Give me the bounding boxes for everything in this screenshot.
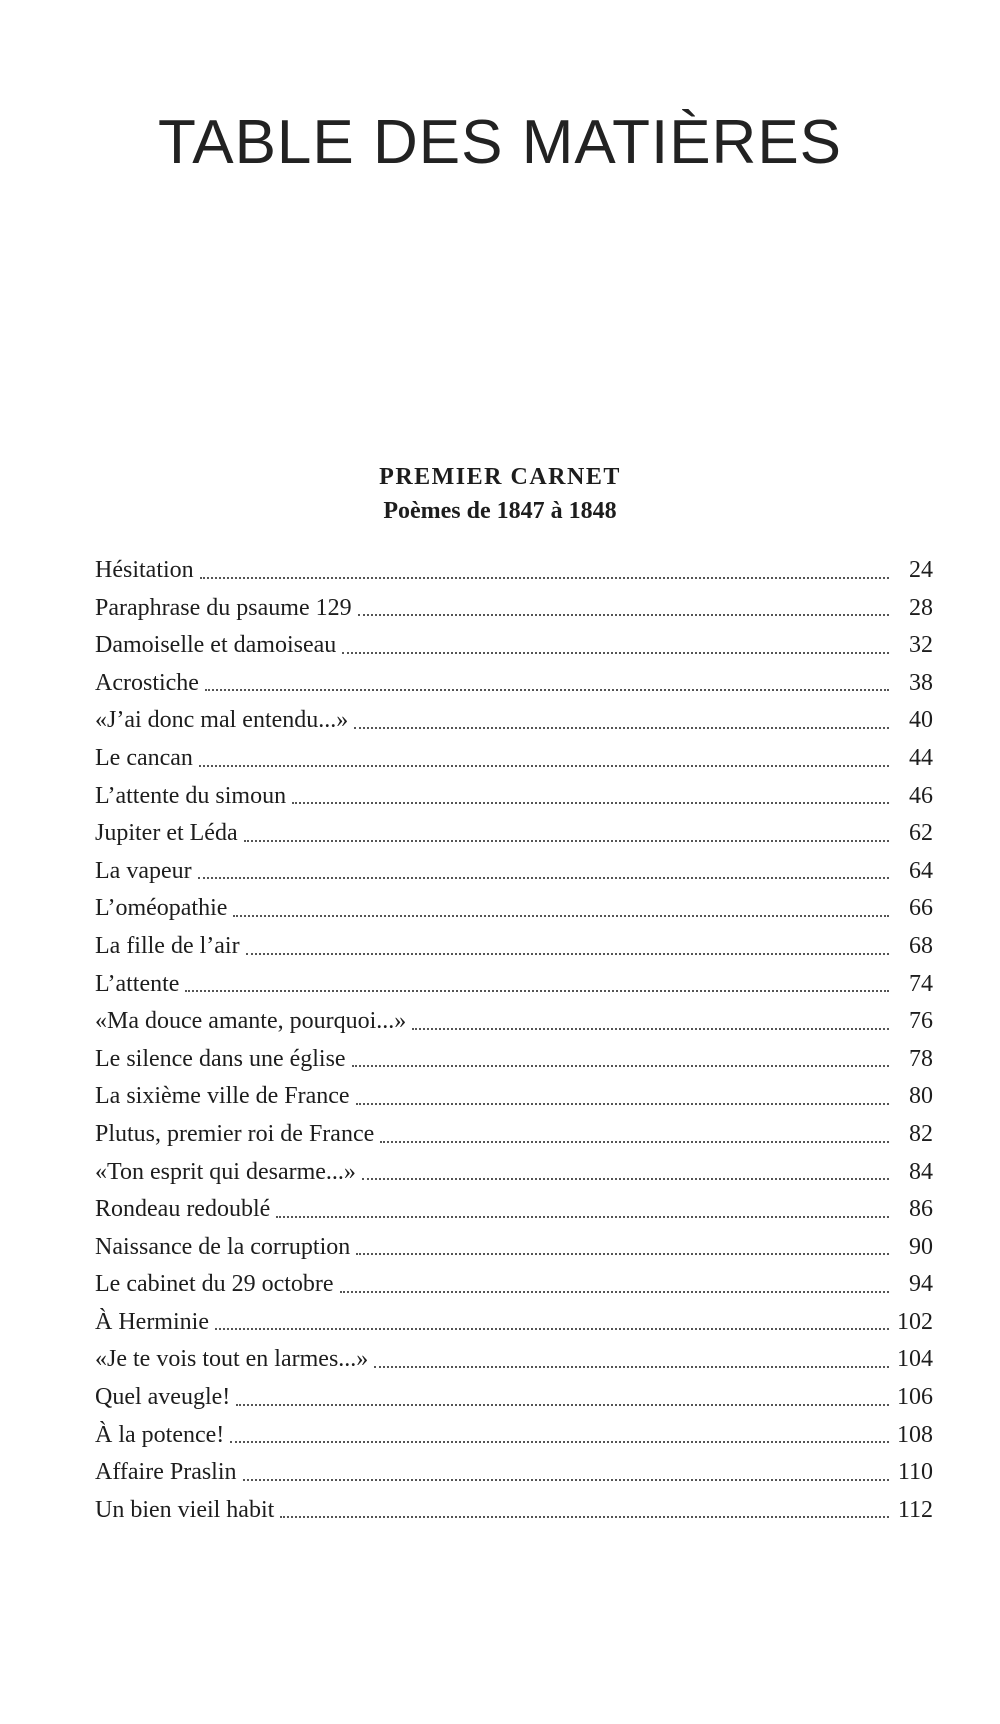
section-heading [0,460,1000,528]
dot-leader [198,877,889,879]
dot-leader [243,1479,889,1481]
toc-entry-title: À Herminie [95,1308,209,1335]
toc-entry-page-number: 90 [909,1233,933,1260]
dot-leader [362,1178,889,1180]
toc-entry-title: L’attente [95,970,180,997]
toc-entry-page-number: 104 [897,1346,933,1373]
dot-leader [276,1216,889,1218]
toc-entry-page-number: 68 [909,932,933,959]
toc-entry-page-number: 80 [909,1083,933,1110]
toc-entry-title: Naissance de la corruption [95,1233,351,1260]
dot-leader [342,652,889,654]
toc-entry-title: La sixième ville de France [95,1083,350,1110]
toc-entry-title: Affaire Praslin [95,1459,237,1486]
dot-leader [244,840,889,842]
toc-entry-title: À la potence! [95,1421,225,1448]
toc-entry-title: Damoiselle et damoiseau [95,632,337,659]
toc-entry[interactable] [95,853,933,891]
dot-leader [340,1291,889,1293]
dot-leader [374,1366,889,1368]
toc-entry-title: L’oméopathie [95,895,228,922]
dot-leader [358,614,889,616]
toc-list [95,552,933,1529]
dot-leader [412,1028,889,1030]
toc-entry-title: «Ma douce amante, pourquoi...» [95,1008,407,1035]
toc-entry[interactable] [95,1154,933,1192]
toc-entry[interactable] [95,740,933,778]
dot-leader [356,1103,889,1105]
toc-entry[interactable] [95,890,933,928]
toc-entry-page-number: 112 [897,1496,933,1523]
toc-entry-page-number: 46 [909,782,933,809]
toc-entry[interactable] [95,1229,933,1267]
dot-leader [185,990,889,992]
toc-entry-title: Hésitation [95,557,194,583]
dot-leader [199,765,889,767]
toc-entry-title: Acrostiche [95,669,199,696]
toc-entry-page-number: 102 [897,1308,933,1335]
toc-entry[interactable] [95,1379,933,1417]
toc-entry-page-number: 40 [909,707,933,734]
dot-leader [292,802,889,804]
toc-entry-title: L’attente du simoun [95,782,287,809]
toc-entry-title: «J’ai donc mal entendu...» [95,707,349,734]
toc-entry-title: Le silence dans une église [95,1045,346,1072]
toc-entry-page-number: 82 [909,1120,933,1147]
toc-entry[interactable] [95,552,933,590]
toc-entry[interactable] [95,1266,933,1304]
toc-entry-title: Un bien vieil habit [95,1496,275,1523]
toc-entry[interactable] [95,778,933,816]
toc-entry[interactable] [95,1041,933,1079]
toc-entry-title: Plutus, premier roi de France [95,1120,375,1147]
toc-entry-page-number: 44 [909,744,933,771]
toc-entry-page-number: 110 [897,1459,933,1486]
dot-leader [200,577,889,579]
toc-entry-page-number: 86 [909,1196,933,1223]
toc-entry-title: «Je te vois tout en larmes...» [95,1346,369,1373]
dot-leader [380,1141,889,1143]
toc-entry-page-number: 64 [909,857,933,884]
dot-leader [215,1328,889,1330]
toc-entry-title: Quel aveugle! [95,1384,231,1411]
dot-leader [233,915,889,917]
toc-entry[interactable] [95,1003,933,1041]
toc-entry-page-number: 38 [909,669,933,696]
toc-entry[interactable] [95,1341,933,1379]
toc-entry[interactable] [95,627,933,665]
toc-entry-title: La fille de l’air [95,932,240,959]
dot-leader [230,1441,889,1443]
toc-entry[interactable] [95,1191,933,1229]
toc-entry-page-number: 74 [909,970,933,997]
toc-entry[interactable] [95,1492,933,1530]
dot-leader [280,1516,889,1518]
toc-entry[interactable] [95,665,933,703]
dot-leader [354,727,889,729]
section-title: PREMIER CARNET [379,464,621,490]
toc-entry[interactable] [95,966,933,1004]
toc-entry-page-number: 84 [909,1158,933,1185]
toc-entry-page-number: 108 [897,1421,933,1448]
toc-entry[interactable] [95,702,933,740]
toc-entry-page-number: 24 [909,557,933,583]
toc-entry-title: Paraphrase du psaume 129 [95,594,352,621]
toc-entry-title: «Ton esprit qui desarme...» [95,1158,356,1185]
toc-entry[interactable] [95,590,933,628]
toc-entry-title: Rondeau redoublé [95,1196,271,1223]
toc-entry[interactable] [95,1454,933,1492]
toc-entry[interactable] [95,815,933,853]
toc-entry-page-number: 106 [897,1384,933,1411]
dot-leader [356,1253,889,1255]
toc-entry[interactable] [95,1078,933,1116]
toc-entry-page-number: 66 [909,895,933,922]
dot-leader [236,1404,889,1406]
toc-entry[interactable] [95,1417,933,1455]
toc-entry-page-number: 62 [909,820,933,847]
toc-entry-title: Le cancan [95,744,193,771]
toc-entry-page-number: 32 [909,632,933,659]
toc-entry-title: La vapeur [95,857,192,884]
toc-entry-page-number: 94 [909,1271,933,1298]
toc-entry-title: Le cabinet du 29 octobre [95,1271,334,1298]
toc-entry-page-number: 28 [909,594,933,621]
dot-leader [246,953,889,955]
toc-entry-title: Jupiter et Léda [95,820,238,847]
section-subtitle: Poèmes de 1847 à 1848 [383,498,617,524]
dot-leader [352,1065,889,1067]
toc-entry[interactable] [95,1304,933,1342]
toc-entry[interactable] [95,928,933,966]
dot-leader [205,689,889,691]
page-title: TABLE DES MATIÈRES [157,108,843,177]
toc-entry[interactable] [95,1116,933,1154]
toc-entry-page-number: 76 [909,1008,933,1035]
toc-entry-page-number: 78 [909,1045,933,1072]
